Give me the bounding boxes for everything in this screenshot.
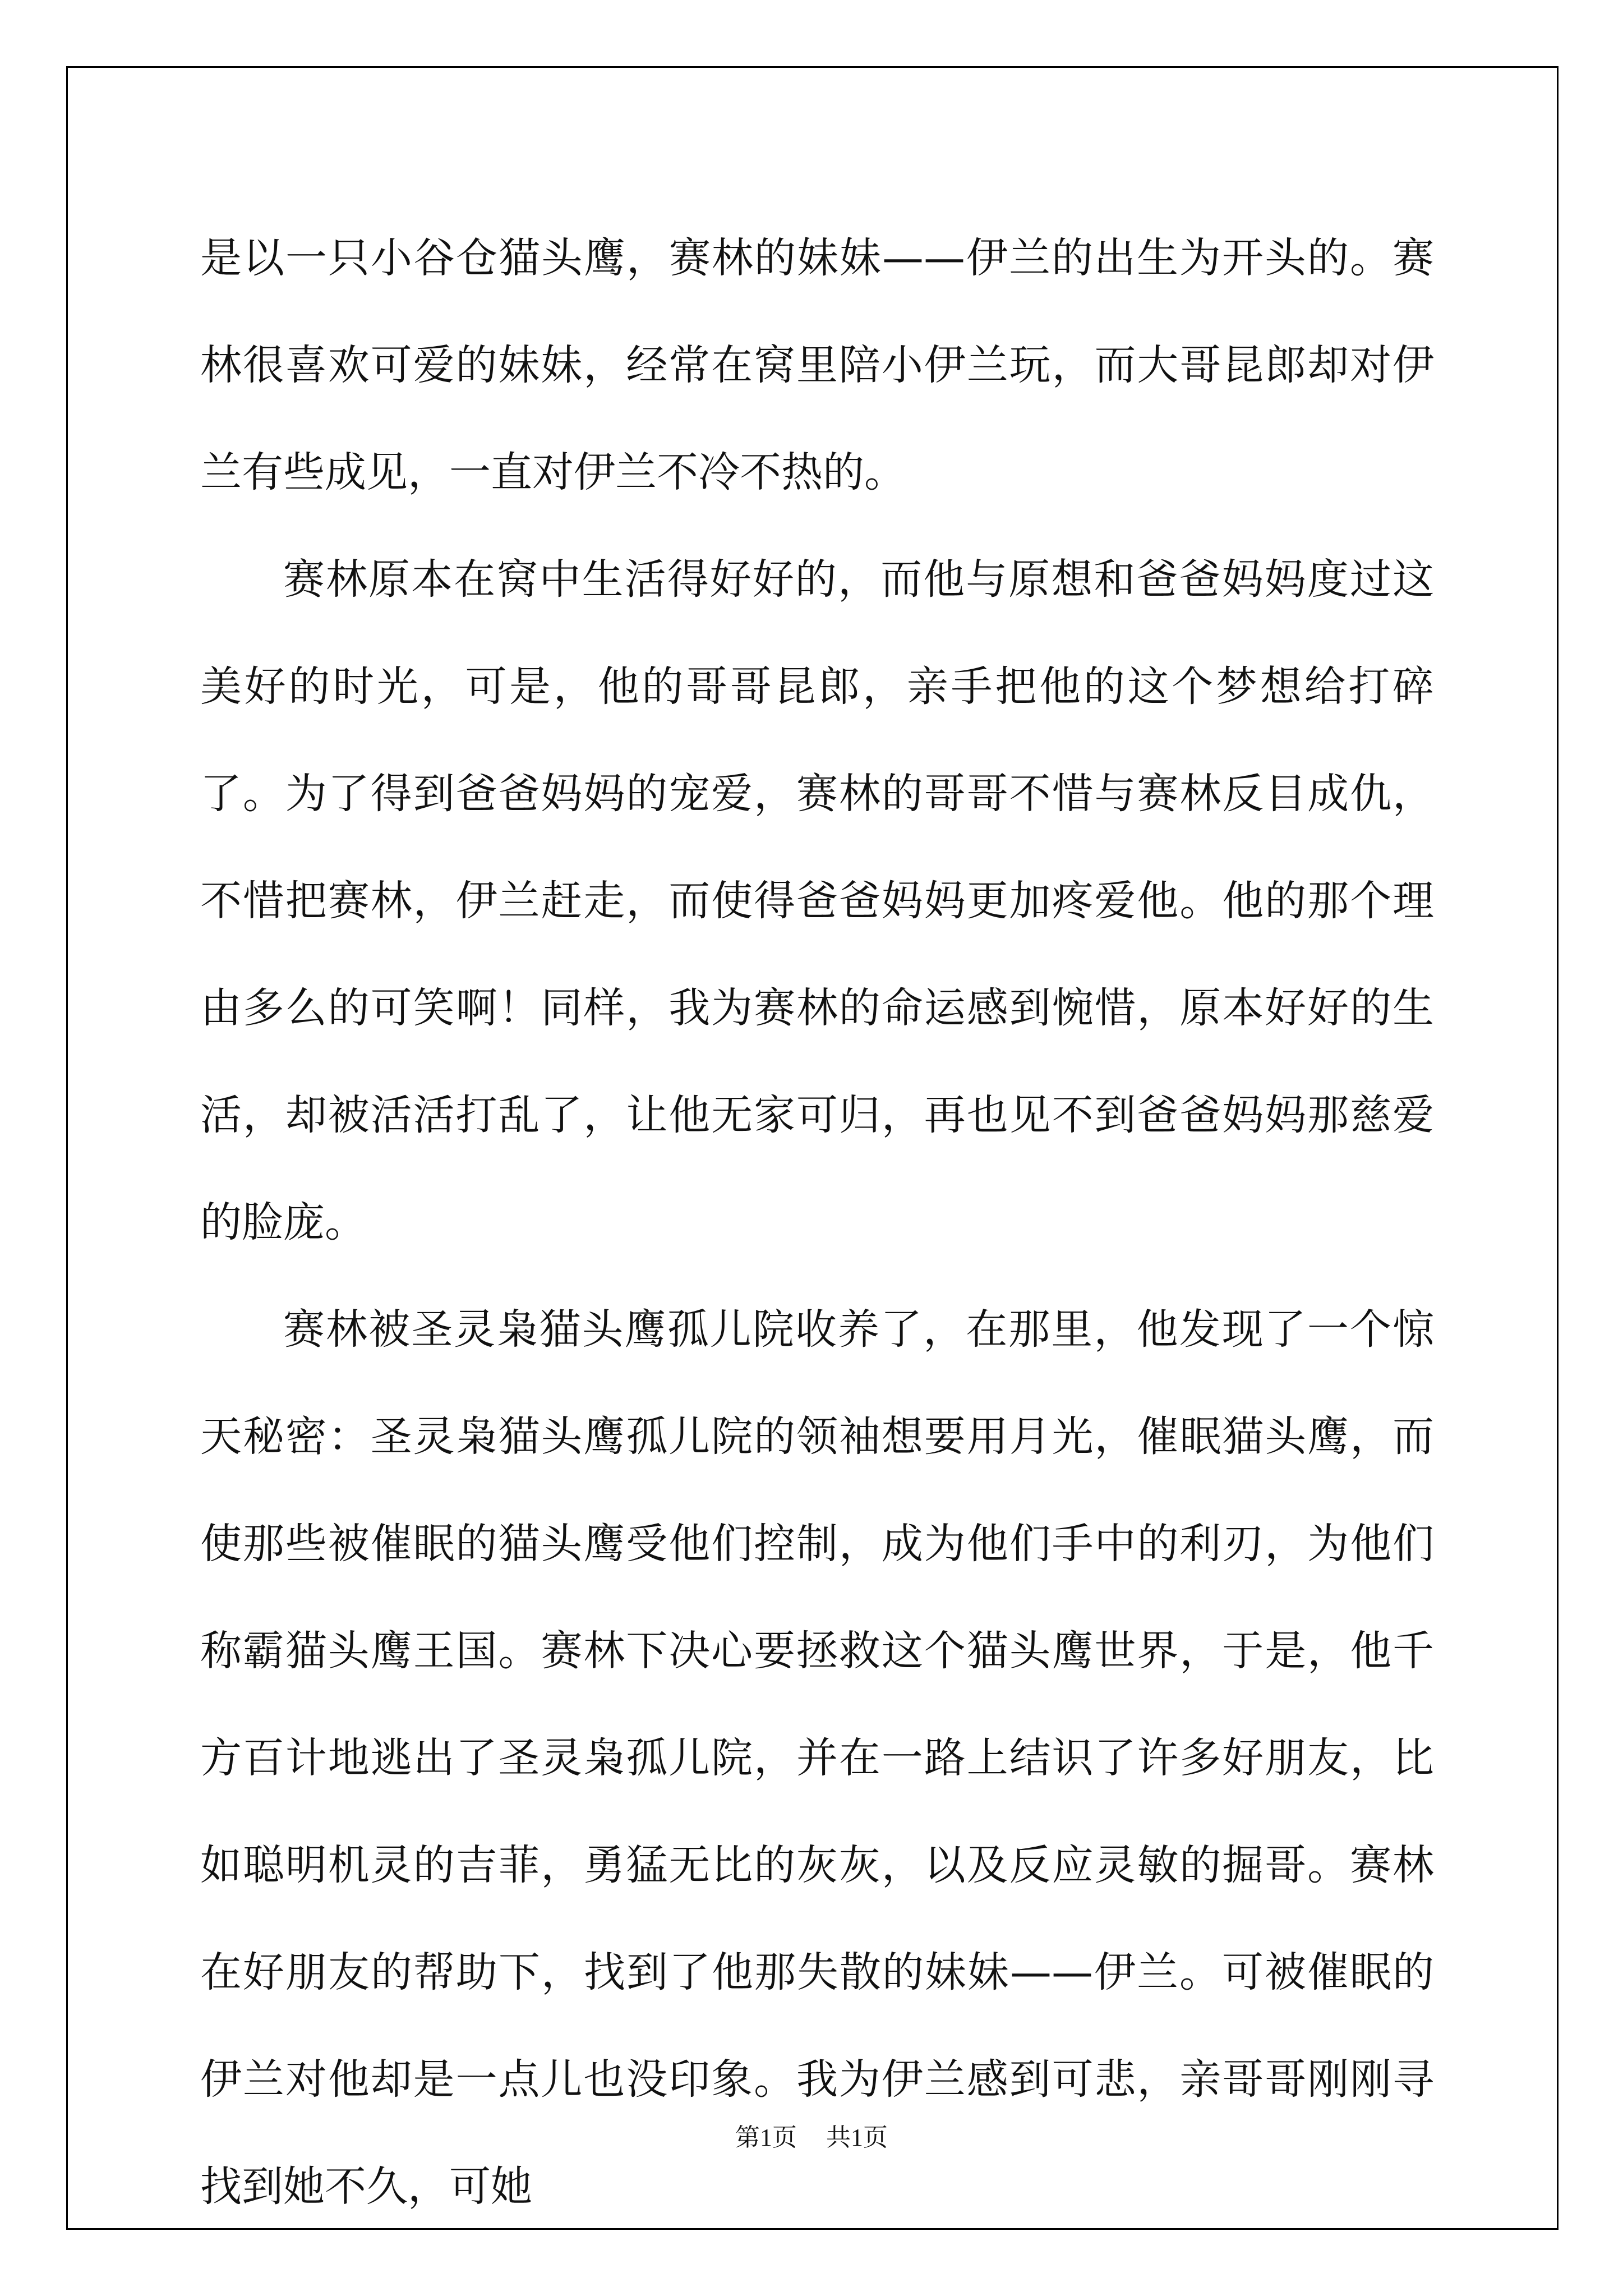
paragraph-3: 赛林被圣灵枭猫头鹰孤儿院收养了，在那里，他发现了一个惊天秘密：圣灵枭猫头鹰孤儿院的领袖想要用月光，催眠猫头鹰，而使那些被催眠的猫头鹰受他们控制，成为他们手中的利刃，为他们称霸猫头鹰王国。赛林下决心要拯救这个猫头鹰世界，于是，他千方百计地逃出了圣灵枭孤儿院，并在一路上结识了许多好朋友，比如聪明机灵的吉菲，勇猛无比的灰灰，以及反应灵敏的掘哥。赛林在好朋友的帮助下，找到了他那失散的妹妹——伊兰。可被催眠的伊兰对他却是一点儿也没印象。我为伊兰感到可悲，亲哥哥刚刚寻找到她不久，可她 [200,1305,1434,2211]
page-total: 共1页 [826,2124,888,2151]
paragraph-2: 赛林原本在窝中生活得好好的，而他与原想和爸爸妈妈度过这美好的时光，可是，他的哥哥昆郎，亲手把他的这个梦想给打碎了。为了得到爸爸妈妈的宠爱，赛林的哥哥不惜与赛林反目成仇，不惜把赛林，伊兰赶走，而使得爸爸妈妈更加疼爱他。他的那个理由多么的可笑啊！同样，我为赛林的命运感到惋惜，原本好好的生活，却被活活打乱了，让他无家可归，再也见不到爸爸妈妈那慈爱的脸庞。 [200,555,1434,1246]
page-footer [0,2121,1623,2155]
paragraph-1: 是以一只小谷仓猫头鹰，赛林的妹妹——伊兰的出生为开头的。赛林很喜欢可爱的妹妹，经常在窝里陪小伊兰玩，而大哥昆郎却对伊兰有些成见，一直对伊兰不冷不热的。 [200,234,1434,496]
page-number: 第1页 [735,2124,797,2151]
document-body [200,205,1434,2240]
